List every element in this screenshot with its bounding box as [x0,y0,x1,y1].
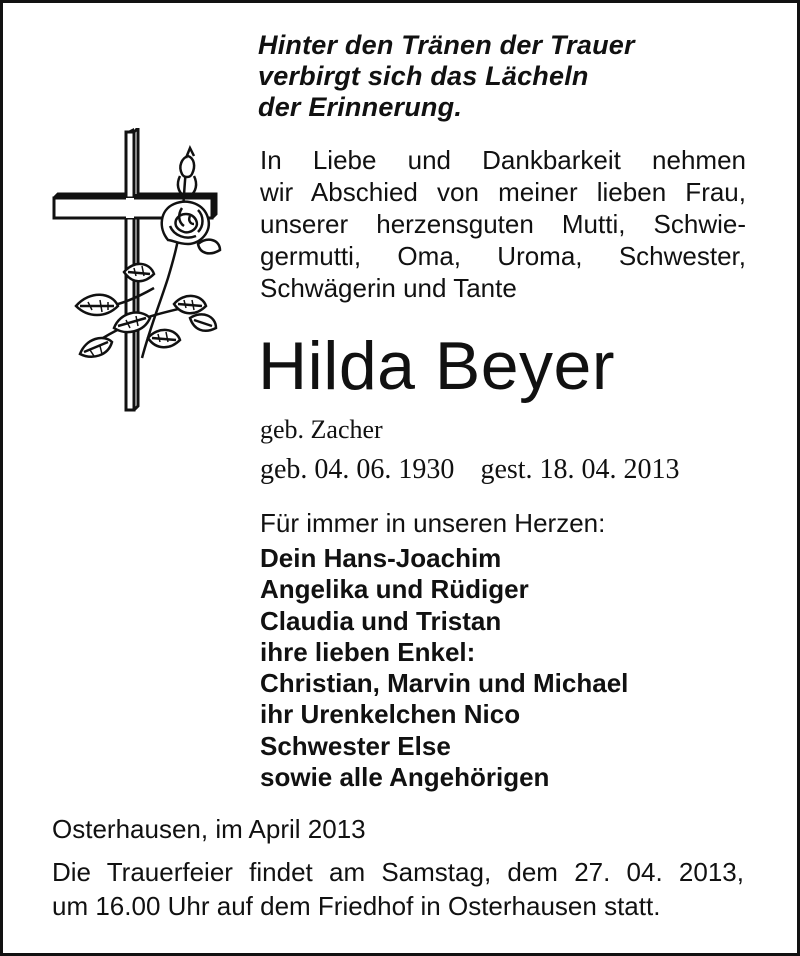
funeral-line: um 16.00 Uhr auf dem Friedhof in Osterhausen statt. [52,891,661,921]
motto-line: Hinter den Tränen der Trauer [258,30,635,60]
mourner-line: sowie alle Angehörigen [260,762,550,793]
intro-line: In Liebe und Dankbarkeit nehmen [260,145,746,175]
intro-line: Schwägerin und Tante [260,273,517,303]
rose-icon [90,148,209,358]
intro-text [260,144,746,304]
deceased-name: Hilda Beyer [258,328,615,404]
motto-quote [258,30,635,123]
maiden-name: geb. Zacher [260,415,383,444]
mourners-list [260,543,628,793]
intro-line: wir Abschied von meiner lieben Frau, [260,177,746,207]
mourner-line: Dein Hans-Joachim [260,543,502,573]
forever-line: Für immer in unseren Herzen: [260,508,606,538]
death-date: gest. 18. 04. 2013 [480,454,680,485]
life-dates [260,452,680,488]
funeral-line: Die Trauerfeier findet am Samstag, dem 27. 04. 2013, [52,857,744,887]
mourner-line: ihr Urenkelchen Nico [260,699,521,730]
motto-line: der Erinnerung. [258,92,463,122]
mourner-line: ihre lieben Enkel: [260,636,476,667]
mourner-line: Angelika und Rüdiger [260,574,529,605]
mourner-line: Claudia und Tristan [260,605,502,636]
intro-line: germutti, Oma, Uroma, Schwester, [260,241,746,271]
leaves-icon [76,240,220,357]
mourner-line: Christian, Marvin und Michael [260,668,629,699]
cross-with-rose-icon [50,128,225,418]
mourner-line: Schwester Else [260,730,451,761]
intro-line: unserer herzensguten Mutti, Schwie- [260,209,746,239]
funeral-notice [52,855,744,923]
motto-line: verbirgt sich das Lächeln [258,61,589,91]
place-date: Osterhausen, im April 2013 [52,814,366,844]
birth-date: geb. 04. 06. 1930 [260,454,455,485]
